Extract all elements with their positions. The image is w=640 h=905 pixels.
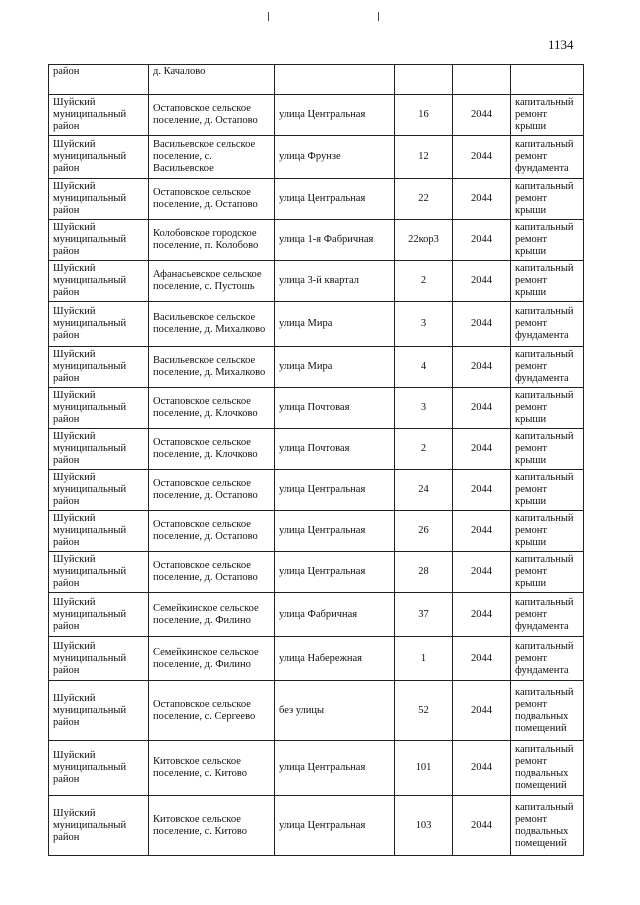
work-type-cell: капитальный ремонт крыши	[511, 220, 584, 261]
work-type-cell: капитальный ремонт фундамента	[511, 302, 584, 347]
district-cell: Шуйский муниципальный район	[49, 95, 149, 136]
house-number-cell: 101	[395, 741, 453, 796]
work-type-cell: капитальный ремонт подвальных помещений	[511, 681, 584, 741]
table-row	[49, 220, 584, 261]
street-cell: улица Фрунзе	[275, 136, 395, 179]
binding-mark-left	[268, 12, 269, 21]
settlement-cell: Остаповское сельское поселение, д. Остапово	[149, 511, 275, 552]
district-cell: Шуйский муниципальный район	[49, 681, 149, 741]
table-row	[49, 637, 584, 681]
settlement-cell: Остаповское сельское поселение, с. Сергеево	[149, 681, 275, 741]
year-cell: 2044	[453, 511, 511, 552]
street-cell: улица Набережная	[275, 637, 395, 681]
house-number-cell: 24	[395, 470, 453, 511]
street-cell: улица Почтовая	[275, 429, 395, 470]
district-cell: Шуйский муниципальный район	[49, 741, 149, 796]
work-type-cell: капитальный ремонт подвальных помещений	[511, 796, 584, 856]
work-type-cell: капитальный ремонт крыши	[511, 261, 584, 302]
work-type-cell: капитальный ремонт крыши	[511, 179, 584, 220]
page-number: 1134	[548, 37, 574, 52]
table-row	[49, 347, 584, 388]
house-number-cell: 22кор3	[395, 220, 453, 261]
table-row	[49, 95, 584, 136]
settlement-cell: Афанасьевское сельское поселение, с. Пустошь	[149, 261, 275, 302]
street-cell: улица Центральная	[275, 95, 395, 136]
year-cell: 2044	[453, 95, 511, 136]
work-type-cell: капитальный ремонт крыши	[511, 511, 584, 552]
year-cell: 2044	[453, 261, 511, 302]
street-cell	[275, 65, 395, 95]
district-cell: Шуйский муниципальный район	[49, 347, 149, 388]
year-cell: 2044	[453, 741, 511, 796]
settlement-cell: Остаповское сельское поселение, д. Остапово	[149, 179, 275, 220]
work-type-cell: капитальный ремонт крыши	[511, 429, 584, 470]
street-cell: улица 1-я Фабричная	[275, 220, 395, 261]
street-cell: улица Центральная	[275, 470, 395, 511]
street-cell: улица Центральная	[275, 179, 395, 220]
repair-schedule-table	[48, 64, 584, 856]
house-number-cell: 3	[395, 388, 453, 429]
district-cell: Шуйский муниципальный район	[49, 637, 149, 681]
house-number-cell: 1	[395, 637, 453, 681]
table-row	[49, 552, 584, 593]
year-cell: 2044	[453, 470, 511, 511]
district-cell: Шуйский муниципальный район	[49, 429, 149, 470]
table-row	[49, 593, 584, 637]
district-cell: Шуйский муниципальный район	[49, 136, 149, 179]
work-type-cell: капитальный ремонт фундамента	[511, 593, 584, 637]
district-cell: Шуйский муниципальный район	[49, 470, 149, 511]
table-row	[49, 388, 584, 429]
year-cell: 2044	[453, 388, 511, 429]
district-cell: Шуйский муниципальный район	[49, 388, 149, 429]
year-cell: 2044	[453, 796, 511, 856]
street-cell: улица Мира	[275, 302, 395, 347]
house-number-cell: 26	[395, 511, 453, 552]
year-cell: 2044	[453, 593, 511, 637]
year-cell	[453, 65, 511, 95]
house-number-cell: 3	[395, 302, 453, 347]
settlement-cell: Китовское сельское поселение, с. Китово	[149, 741, 275, 796]
district-cell: Шуйский муниципальный район	[49, 593, 149, 637]
settlement-cell: Колобовское городское поселение, п. Колобово	[149, 220, 275, 261]
settlement-cell: Остаповское сельское поселение, д. Остапово	[149, 552, 275, 593]
table-row	[49, 741, 584, 796]
settlement-cell: Семейкинское сельское поселение, д. Филино	[149, 593, 275, 637]
work-type-cell: капитальный ремонт крыши	[511, 95, 584, 136]
street-cell: без улицы	[275, 681, 395, 741]
binding-mark-right	[378, 12, 379, 21]
work-type-cell: капитальный ремонт крыши	[511, 552, 584, 593]
house-number-cell	[395, 65, 453, 95]
district-cell: Шуйский муниципальный район	[49, 552, 149, 593]
table-row	[49, 302, 584, 347]
year-cell: 2044	[453, 136, 511, 179]
street-cell: улица 3-й квартал	[275, 261, 395, 302]
street-cell: улица Центральная	[275, 511, 395, 552]
house-number-cell: 37	[395, 593, 453, 637]
house-number-cell: 103	[395, 796, 453, 856]
table-row	[49, 511, 584, 552]
year-cell: 2044	[453, 302, 511, 347]
settlement-cell: Остаповское сельское поселение, д. Клочково	[149, 429, 275, 470]
street-cell: улица Центральная	[275, 741, 395, 796]
work-type-cell: капитальный ремонт подвальных помещений	[511, 741, 584, 796]
house-number-cell: 22	[395, 179, 453, 220]
settlement-cell: д. Качалово	[149, 65, 275, 95]
district-cell: Шуйский муниципальный район	[49, 796, 149, 856]
table-row	[49, 261, 584, 302]
table-row	[49, 470, 584, 511]
year-cell: 2044	[453, 429, 511, 470]
settlement-cell: Васильевское сельское поселение, д. Михалково	[149, 302, 275, 347]
district-cell: Шуйский муниципальный район	[49, 302, 149, 347]
house-number-cell: 2	[395, 429, 453, 470]
house-number-cell: 2	[395, 261, 453, 302]
house-number-cell: 16	[395, 95, 453, 136]
house-number-cell: 12	[395, 136, 453, 179]
table-row	[49, 796, 584, 856]
settlement-cell: Остаповское сельское поселение, д. Остапово	[149, 95, 275, 136]
district-cell: Шуйский муниципальный район	[49, 220, 149, 261]
table-row	[49, 65, 584, 95]
table-row	[49, 429, 584, 470]
work-type-cell: капитальный ремонт крыши	[511, 388, 584, 429]
settlement-cell: Китовское сельское поселение, с. Китово	[149, 796, 275, 856]
work-type-cell	[511, 65, 584, 95]
district-cell: Шуйский муниципальный район	[49, 179, 149, 220]
table-row	[49, 136, 584, 179]
house-number-cell: 28	[395, 552, 453, 593]
district-cell: Шуйский муниципальный район	[49, 511, 149, 552]
street-cell: улица Центральная	[275, 552, 395, 593]
work-type-cell: капитальный ремонт фундамента	[511, 347, 584, 388]
table-row	[49, 179, 584, 220]
work-type-cell: капитальный ремонт крыши	[511, 470, 584, 511]
table-row	[49, 681, 584, 741]
house-number-cell: 52	[395, 681, 453, 741]
settlement-cell: Остаповское сельское поселение, д. Клочково	[149, 388, 275, 429]
year-cell: 2044	[453, 681, 511, 741]
year-cell: 2044	[453, 179, 511, 220]
street-cell: улица Мира	[275, 347, 395, 388]
year-cell: 2044	[453, 552, 511, 593]
district-cell: Шуйский муниципальный район	[49, 261, 149, 302]
year-cell: 2044	[453, 347, 511, 388]
street-cell: улица Фабричная	[275, 593, 395, 637]
house-number-cell: 4	[395, 347, 453, 388]
year-cell: 2044	[453, 220, 511, 261]
street-cell: улица Почтовая	[275, 388, 395, 429]
district-cell: район	[49, 65, 149, 95]
street-cell: улица Центральная	[275, 796, 395, 856]
settlement-cell: Васильевское сельское поселение, с. Васильевское	[149, 136, 275, 179]
work-type-cell: капитальный ремонт фундамента	[511, 136, 584, 179]
settlement-cell: Васильевское сельское поселение, д. Михалково	[149, 347, 275, 388]
year-cell: 2044	[453, 637, 511, 681]
settlement-cell: Семейкинское сельское поселение, д. Филино	[149, 637, 275, 681]
work-type-cell: капитальный ремонт фундамента	[511, 637, 584, 681]
settlement-cell: Остаповское сельское поселение, д. Остапово	[149, 470, 275, 511]
